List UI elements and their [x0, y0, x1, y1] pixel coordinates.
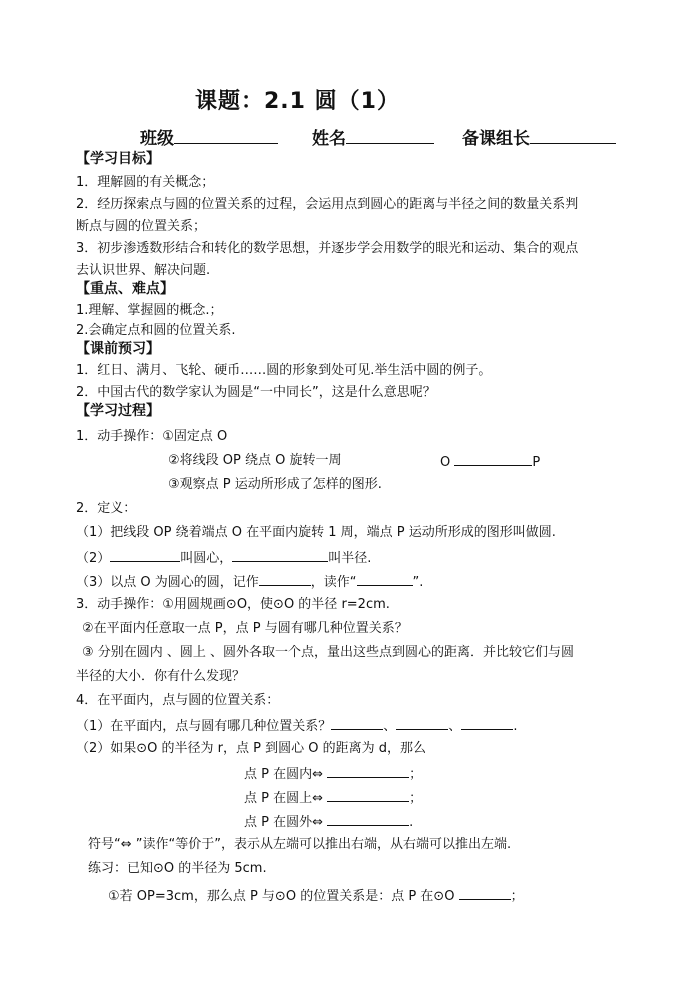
process-heading: 【学习过程】 [76, 403, 160, 419]
definition-prefix: （2） [76, 551, 111, 566]
definition-text: ”. [412, 575, 424, 590]
objective-line: 断点与圆的位置关系； [76, 219, 207, 234]
step3-line: ②在平面内任意取一点 P，点 P 与圆有哪几种位置关系？ [82, 621, 408, 636]
class-field [140, 124, 278, 149]
practice-heading: 练习：已知⊙O 的半径为 5cm. [88, 861, 267, 876]
relation-text: （1）在平面内，点与圆有哪几种位置关系？ [76, 719, 332, 734]
keypoint-line: 2.会确定点和圆的位置关系. [76, 323, 236, 338]
name-blank [346, 126, 434, 144]
radius-blank [232, 548, 328, 562]
definition-line: （1）把线段 OP 绕着端点 O 在平面内旋转 1 周，端点 P 运动所形成的图形叫做圆. [76, 525, 556, 540]
definition-line [76, 572, 423, 592]
relation-blank [461, 716, 513, 730]
period: . [409, 815, 414, 830]
objectives-heading: 【学习目标】 [76, 151, 160, 167]
keypoints-heading: 【重点、难点】 [76, 281, 174, 297]
step3-line: ③ 分别在圆内 、圆上 、圆外各取一个点，量出这些点到圆心的距离．并比较它们与圆 [82, 645, 575, 660]
page-title: 课题：2.1 圆（1） [195, 89, 400, 114]
objective-line: 去认识世界、解决问题. [76, 263, 211, 278]
leader-field [462, 124, 616, 149]
class-label: 班级 [140, 129, 174, 149]
separator: 、 [383, 719, 397, 734]
preview-heading: 【课前预习】 [76, 341, 160, 357]
relation-outside [244, 812, 413, 832]
objective-line: 2．经历探索点与圆的位置关系的过程，会运用点到圆心的距离与半径之间的数量关系判 [76, 197, 579, 212]
definition-text: 叫圆心， [180, 551, 233, 566]
definition-text: 叫半径. [328, 551, 372, 566]
relation-question [76, 716, 517, 736]
class-blank [174, 126, 278, 144]
relation-blank [331, 716, 383, 730]
step4-heading: 4．在平面内，点与圆的位置关系： [76, 693, 280, 708]
semicolon: ； [409, 767, 423, 782]
point-p-label: P [532, 455, 541, 470]
name-label: 姓名 [312, 129, 346, 149]
op-segment [440, 452, 540, 472]
reading-blank [357, 572, 413, 586]
leader-label: 备课组长 [462, 129, 530, 149]
preview-line: 2．中国古代的数学家认为圆是“一中同长”，这是什么意思呢？ [76, 385, 436, 400]
point-o-label: O [440, 455, 451, 470]
definition-text: ，读作“ [310, 575, 357, 590]
semicolon: ； [409, 791, 423, 806]
step3-line: 3．动手操作：①用圆规画⊙O，使⊙O 的半径 r=2cm. [76, 597, 390, 612]
symbol-note: 符号“⇔ ”读作“等价于”，表示从左端可以推出右端，从右端可以推出左端. [88, 837, 512, 852]
name-field [312, 124, 434, 149]
on-blank [327, 788, 409, 802]
definition-line [76, 548, 371, 568]
period: . [513, 719, 518, 734]
outside-blank [327, 812, 409, 826]
center-blank [110, 548, 180, 562]
step1-line: ②将线段 OP 绕点 O 旋转一周 [168, 453, 342, 468]
relation-text: 点 P 在圆上⇔ [244, 791, 323, 806]
relation-inside [244, 764, 422, 784]
relation-blank [396, 716, 448, 730]
semicolon: ； [510, 889, 524, 904]
step1-line: ③观察点 P 运动所形成了怎样的图形. [168, 477, 382, 492]
relation-on [244, 788, 422, 808]
relation-text: 点 P 在圆外⇔ [244, 815, 323, 830]
step2-heading: 2．定义： [76, 501, 137, 516]
practice-text: ①若 OP=3cm，那么点 P 与⊙O 的位置关系是：点 P 在⊙O [108, 889, 455, 904]
relation-condition: （2）如果⊙O 的半径为 r，点 P 到圆心 O 的距离为 d，那么 [76, 741, 426, 756]
answer-blank [459, 886, 511, 900]
segment-line [454, 452, 532, 466]
leader-blank [530, 126, 616, 144]
inside-blank [327, 764, 409, 778]
objective-line: 1．理解圆的有关概念； [76, 175, 215, 190]
practice-question [108, 886, 524, 906]
preview-line: 1．红日、满月、飞轮、硬币……圆的形象到处可见.举生活中圆的例子。 [76, 363, 492, 378]
objective-line: 3．初步渗透数形结合和转化的数学思想，并逐步学会用数学的眼光和运动、集合的观点 [76, 241, 579, 256]
notation-blank [259, 572, 311, 586]
keypoint-line: 1.理解、掌握圆的概念.； [76, 303, 223, 318]
relation-text: 点 P 在圆内⇔ [244, 767, 323, 782]
step1-line: 1．动手操作：①固定点 O [76, 429, 228, 444]
step3-line: 半径的大小．你有什么发现？ [76, 669, 246, 684]
definition-text: （3）以点 O 为圆心的圆，记作 [76, 575, 259, 590]
separator: 、 [448, 719, 462, 734]
